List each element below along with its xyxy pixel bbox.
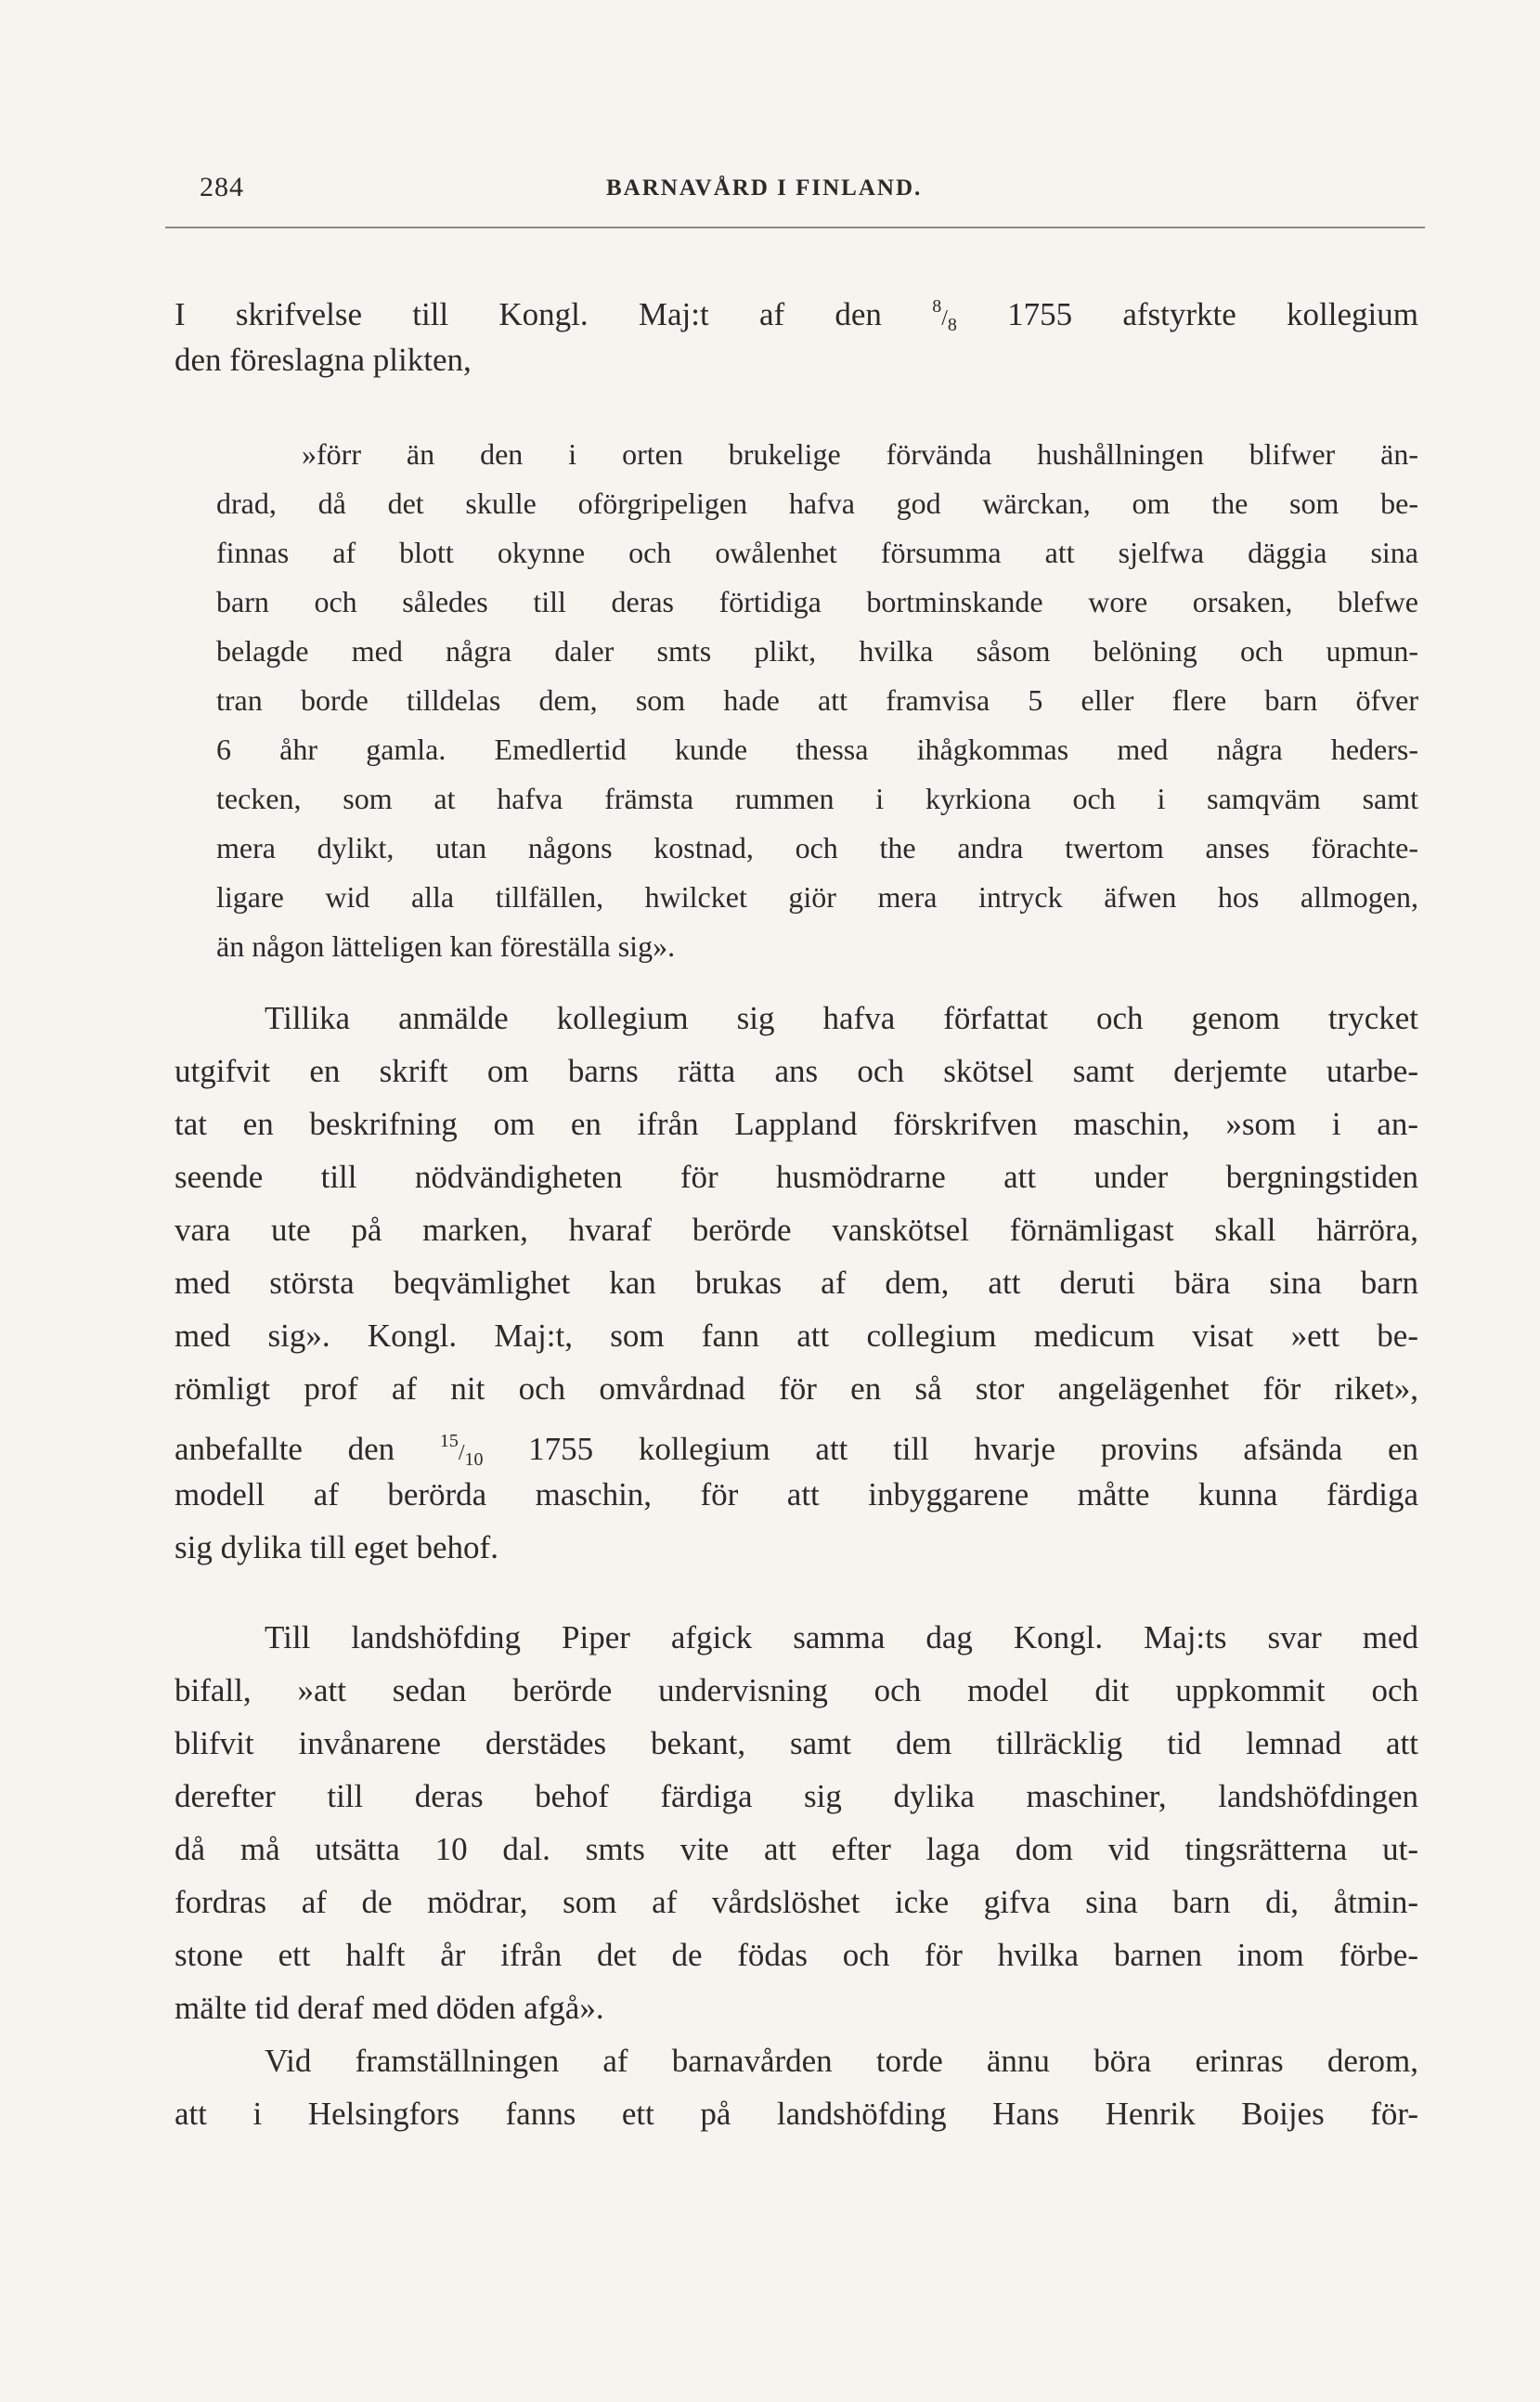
paragraph-line: modell af berörda maschin, för att inbyggarene måtte kunna färdiga [175,1476,1418,1513]
paragraph-line: tat en beskrifning om en ifrån Lappland förskrifven maschin, »som i an- [175,1106,1418,1142]
paragraph-line: med sig». Kongl. Maj:t, som fann att collegium medicum visat »ett be- [175,1318,1418,1354]
quote-line: barn och således till deras förtidiga bortminskande wore orsaken, blefwe [216,585,1418,618]
paragraph-line: Tillika anmälde kollegium sig hafva författat och genom trycket [265,1000,1418,1036]
paragraph-line: bifall, »att sedan berörde undervisning och model dit uppkommit och [175,1672,1418,1708]
running-title: BARNAVÅRD I FINLAND. [606,175,923,201]
page-number: 284 [200,172,244,202]
paragraph-line: då må utsätta 10 dal. smts vite att efter laga dom vid tingsrätterna ut- [175,1831,1418,1867]
paragraph-line: I skrifvelse till Kongl. Maj:t af den $^8/_8$ 1755 afstyrkte kollegium [175,296,1418,333]
date-fraction: $^{15}/_{10}$ [439,1431,484,1468]
quote-line: ligare wid alla tillfällen, hwilcket giör mera intryck äfwen hos allmogen, [216,880,1418,914]
page-header [200,172,1416,209]
quote-line: belagde med några daler smts plikt, hvilka såsom belöning och upmun- [216,634,1418,668]
quote-line: tran borde tilldelas dem, som hade att framvisa 5 eller flere barn öfver [216,683,1418,717]
paragraph-line: att i Helsingfors fanns ett på landshöfding Hans Henrik Boijes för- [175,2096,1418,2132]
paragraph-2 [175,992,1418,1574]
paragraph-line: med största beqvämlighet kan brukas af dem, att deruti bära sina barn [175,1265,1418,1301]
quote-line: drad, då det skulle oförgripeligen hafva god wärckan, om the som be- [216,487,1418,520]
quote-line: »förr än den i orten brukelige förvända hushållningen blifwer än- [302,437,1418,471]
quote-line: mera dylikt, utan någons kostnad, och the andra twertom anses förachte- [216,831,1418,864]
paragraph-line: vara ute på marken, hvaraf berörde vanskötsel förnämligast skall härröra, [175,1212,1418,1248]
quote-line: tecken, som at hafva främsta rummen i kyrkiona och i samqväm samt [216,782,1418,815]
paragraph-1 [175,280,1418,386]
paragraph-line: sig dylika till eget behof. [175,1529,498,1565]
paragraph-line: utgifvit en skrift om barns rätta ans och skötsel samt derjemte utarbe- [175,1053,1418,1089]
quotation-block [216,430,1418,971]
paragraph-line: stone ett halft år ifrån det de födas och för hvilka barnen inom förbe- [175,1937,1418,1973]
paragraph-line: blifvit invånarene derstädes bekant, samt dem tillräcklig tid lemnad att [175,1725,1418,1761]
paragraph-line: anbefallte den $^{15}/_{10}$ 1755 kollegium att till hvarje provins afsända en [175,1431,1418,1468]
paragraph-line: derefter till deras behof färdiga sig dylika maschiner, landshöfdingen [175,1778,1418,1814]
paragraph-line: Till landshöfding Piper afgick samma dag Kongl. Maj:ts svar med [265,1619,1418,1655]
paragraph-line: fordras af de mödrar, som af vårdslöshet icke gifva sina barn di, åtmin- [175,1884,1418,1920]
paragraph-line: seende till nödvändigheten för husmödrarne att under bergningstiden [175,1159,1418,1195]
date-fraction: $^8/_8$ [932,296,957,333]
paragraph-line: römligt prof af nit och omvårdnad för en så stor angelägenhet för riket», [175,1370,1418,1407]
quote-line: 6 åhr gamla. Emedlertid kunde thessa ihågkommas med några heders- [216,733,1418,766]
paragraph-line: den föreslagna plikten, [175,342,472,378]
quote-line: finnas af blott okynne och owålenhet försumma att sjelfwa däggia sina [216,536,1418,569]
paragraph-line: mälte tid deraf med döden afgå». [175,1990,604,2026]
quote-line: än någon lätteligen kan föreställa sig». [216,929,676,963]
paragraph-line: Vid framställningen af barnavården torde ännu böra erinras derom, [265,2043,1418,2079]
paragraph-4 [175,2034,1418,2140]
paragraph-3 [175,1611,1418,2034]
header-rule [165,227,1425,228]
